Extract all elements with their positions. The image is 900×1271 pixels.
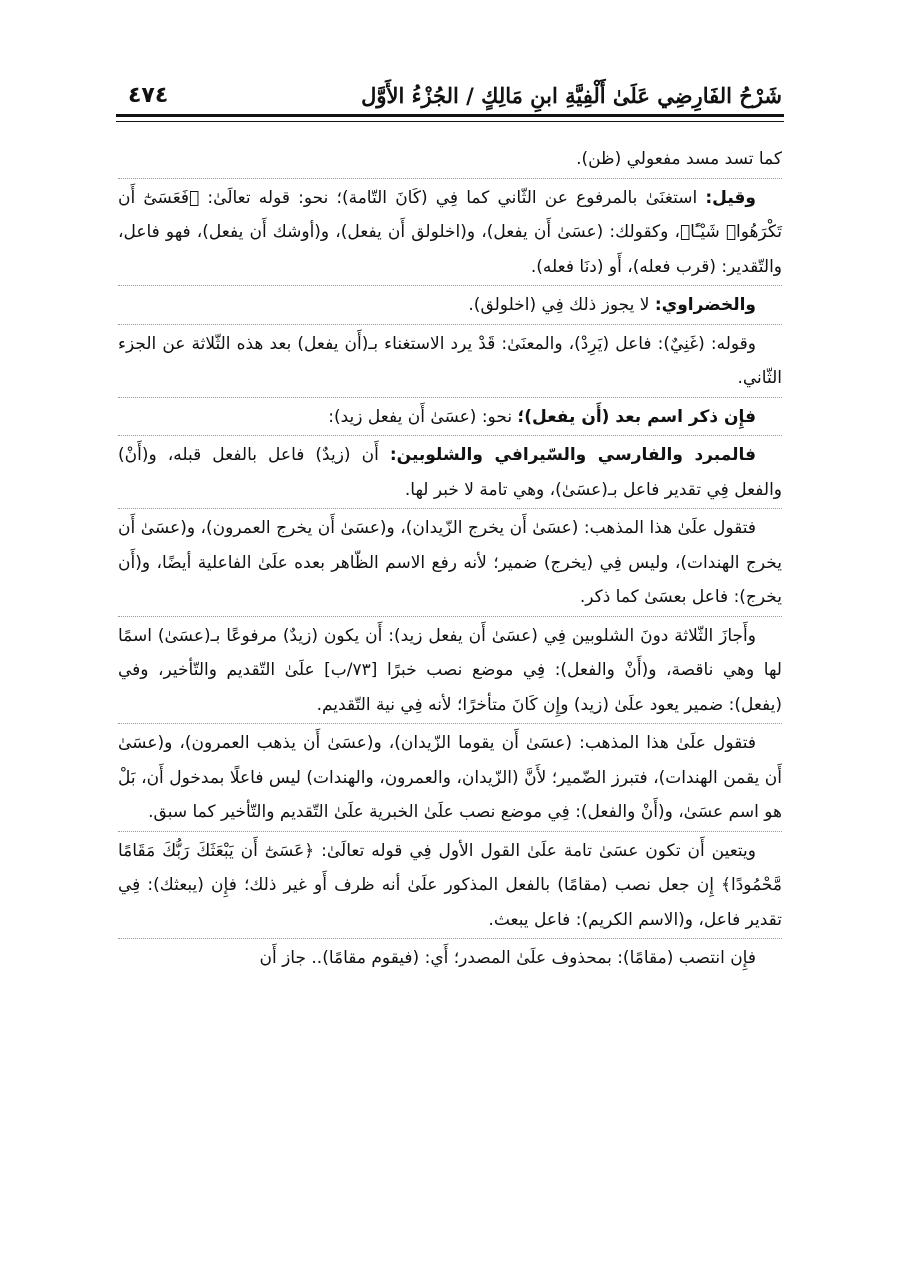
running-title: شَرْحُ الفَارِضِي عَلَىٰ أَلْفِيَّةِ ابنِ مَالِكٍ / الجُزْءُ الأَوَّل: [361, 83, 782, 108]
running-header: [128, 72, 782, 108]
paragraph: [118, 834, 782, 940]
paragraph-lead: فالمبرد والفارسي والسّيرافي والشلوبين:: [389, 445, 756, 465]
paragraph-text: وقوله: (غَنِيٌ): فاعل (يَرِدْ)، والمعنَىٰ: قَدْ يرد الاستغناء بـ(أَن يفعل) بعد هذه الثّلاثة عن الجزء الثّاني.: [118, 333, 782, 388]
paragraph: [118, 511, 782, 617]
paragraph: [118, 726, 782, 832]
paragraph-text: استغنَىٰ بالمرفوع عن الثّاني كما فِي (كَانَ التّامة)؛ نحو: قوله تعالَىٰ: ﴿فَعَسَىٰٓ أَن تَكْرَهُوا۟ شَيْـًٔا﴾، وكقولك: (عسَىٰ أَن يفعل)، و(اخلولق أَن يفعل)، و(أوشك أَن يفعل)، فهو فاعل، والتّقدير: (قرب فعله)، أَو (دنَا فعله).: [118, 187, 782, 277]
paragraph-text: وأَجازَ الثّلاثة دونَ الشلوبين فِي (عسَىٰ أَن يفعل زيد): أَن يكون (زيدٌ) مرفوعًا بـ(عسَىٰ) اسمًا لها وهي ناقصة، و(أَنْ والفعل): فِي موضع نصب خبرًا [٧٣/ب] علَىٰ التّقديم والتّأخير، وفي (يفعل): ضمير يعود علَىٰ (زيد) وإِن كَانَ متأخرًا؛ لأنه فِي نية التّقديم.: [118, 625, 782, 715]
paragraph: [118, 941, 782, 976]
paragraph-text: لا يجوز ذلك فِي (اخلولق).: [468, 295, 655, 315]
body-text: [118, 142, 782, 976]
paragraph-text: كما تسد مسد مفعولي (ظن).: [576, 149, 782, 169]
paragraph: [118, 327, 782, 398]
paragraph: [118, 619, 782, 725]
paragraph-text: أَن (زيدٌ) فاعل بالفعل قبله، و(أَنْ) والفعل فِي تقدير فاعل بـ(عسَىٰ)، وهي تامة لا خبر لها.: [118, 445, 782, 500]
paragraph-text: نحو: (عسَىٰ أَن يفعل زيد):: [328, 406, 518, 427]
paragraph-text: ويتعين أَن تكون عسَىٰ تامة علَىٰ القول الأول فِي قوله تعالَىٰ: ﴿عَسَىٰٓ أَن يَبْعَثَكَ رَبُّكَ مَقَامًا مَّحْمُودًا﴾ إِن جعل نصب (مقامًا) بالفعل المذكور علَىٰ أنه ظرف أَو غير ذلك؛ فإِن (يبعثك): فِي تقدير فاعل، و(الاسم الكريم): فاعل يبعث.: [118, 840, 782, 930]
paragraph: [118, 142, 782, 179]
paragraph-lead: فإِن ذكر اسم بعد (أَن يفعل)؛: [517, 406, 756, 427]
paragraph: [118, 288, 782, 325]
paragraph-text: فتقول علَىٰ هذا المذهب: (عسَىٰ أَن يخرج الزّيدان)، و(عسَىٰ أَن يخرج العمرون)، و(عسَىٰ أَن يخرج الهندات)، وليس فِي (يخرج) ضمير؛ لأنه رفع الاسم الظّاهر بعده علَىٰ الفاعلية أيضًا، و(أَن يخرج): فاعل بعسَىٰ كما ذكر.: [118, 518, 782, 607]
paragraph-text: فتقول علَىٰ هذا المذهب: (عسَىٰ أَن يقوما الزّيدان)، و(عسَىٰ أَن يذهب العمرون)، و(عسَىٰ أَن يقمن الهندات)، فتبرز الضّمير؛ لأَنَّ (الزّيدان، والعمرون، والهندات) ليس فاعلًا بمدخول أَن، بَلْ هو اسم عسَىٰ، و(أَنْ والفعل): فِي موضع نصب علَىٰ الخبرية علَىٰ التّقديم والتّأخير كما سبق.: [118, 733, 782, 822]
paragraph: [118, 181, 782, 287]
paragraph: [118, 438, 782, 509]
paragraph: [118, 400, 782, 437]
paragraph-text: فإِن انتصب (مقامًا): بمحذوف علَىٰ المصدر؛ أَي: (فيقوم مقامًا).. جاز أَن: [259, 948, 756, 968]
paragraph-lead: وقيل:: [705, 187, 756, 208]
page-number: ٤٧٤: [128, 83, 169, 108]
paragraph-lead: والخضراوي:: [654, 295, 756, 315]
header-rule-thick: [116, 114, 784, 117]
header-rule-thin: [116, 121, 784, 122]
